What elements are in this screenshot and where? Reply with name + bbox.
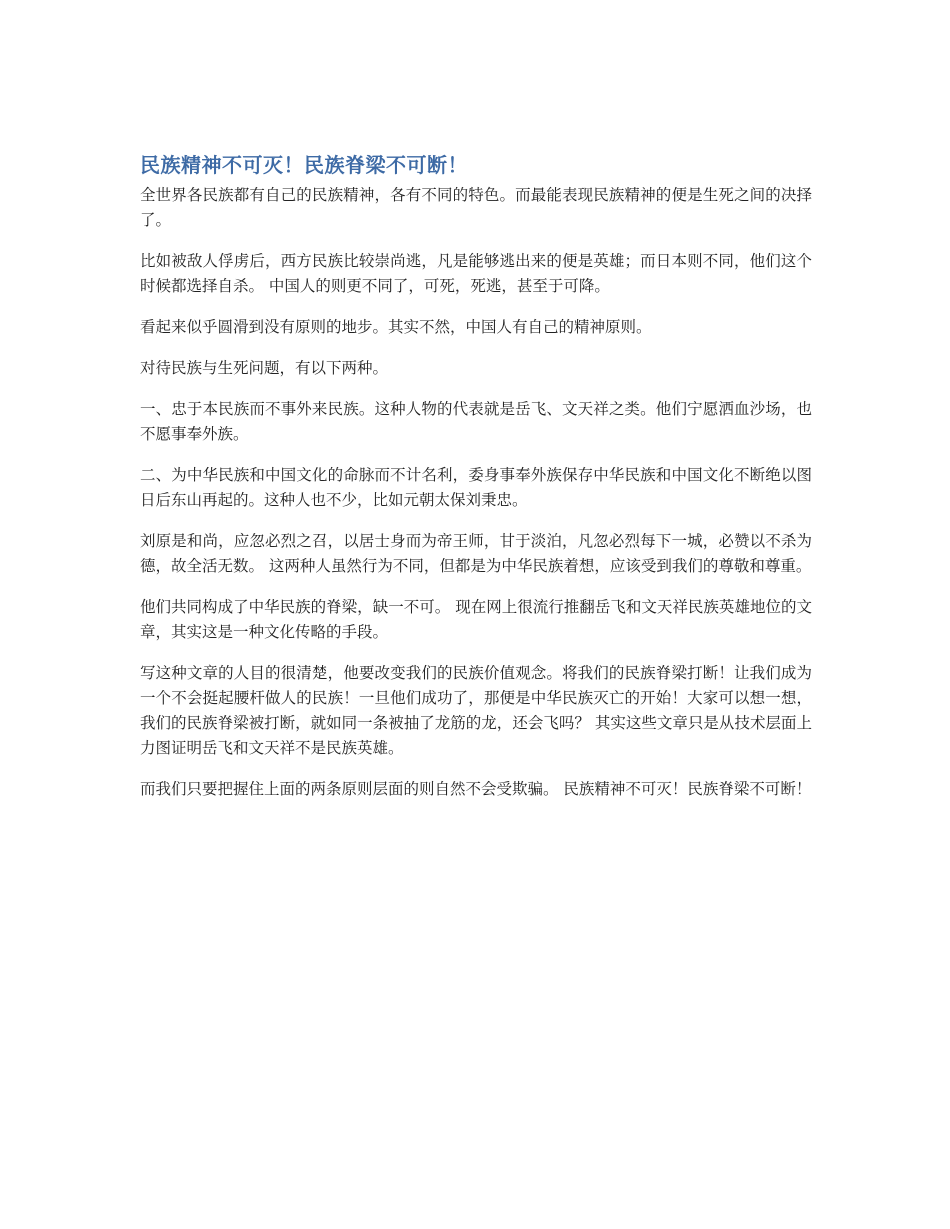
document-body — [140, 150, 812, 818]
paragraph-9: 写这种文章的人目的很清楚，他要改变我们的民族价值观念。将我们的民族脊梁打断！让我们成为一个不会挺起腰杆做人的民族！一旦他们成功了，那便是中华民族灭亡的开始！大家可以想一想，我们的民族脊梁被打断，就如同一条被抽了龙筋的龙，还会飞吗？ 其实这些文章只是从技术层面上力图证明岳飞和文天祥不是民族英雄。 — [140, 664, 812, 757]
paragraph-7: 刘原是和尚，应忽必烈之召，以居士身而为帝王师，甘于淡泊，凡忽必烈每下一城，必赞以不杀为德，故全活无数。 这两种人虽然行为不同，但都是为中华民族着想，应该受到我们的尊敬和尊重。 — [140, 532, 812, 575]
paragraph-5: 一、忠于本民族而不事外来民族。这种人物的代表就是岳飞、文天祥之类。他们宁愿洒血沙场，也不愿事奉外族。 — [140, 400, 812, 443]
paragraph-8: 他们共同构成了中华民族的脊梁，缺一不可。 现在网上很流行推翻岳飞和文天祥民族英雄地位的文章，其实这是一种文化传略的手段。 — [140, 598, 812, 641]
paragraph-1: 全世界各民族都有自己的民族精神，各有不同的特色。而最能表现民族精神的便是生死之间的决择了。 — [140, 186, 812, 229]
paragraph-10: 而我们只要把握住上面的两条原则层面的则自然不会受欺骗。 民族精神不可灭！民族脊梁不可断！ — [140, 780, 812, 798]
paragraph-4: 对待民族与生死问题，有以下两种。 — [140, 359, 389, 377]
paragraph-2: 比如被敌人俘虏后，西方民族比较崇尚逃，凡是能够逃出来的便是英雄；而日本则不同，他们这个时候都选择自杀。 中国人的则更不同了，可死，死逃，甚至于可降。 — [140, 252, 812, 295]
paragraph-6: 二、为中华民族和中国文化的命脉而不计名利，委身事奉外族保存中华民族和中国文化不断绝以图日后东山再起的。这种人也不少，比如元朝太保刘秉忠。 — [140, 466, 812, 509]
paragraph-3: 看起来似乎圆滑到没有原则的地步。其实不然，中国人有自己的精神原则。 — [140, 318, 652, 336]
document-title: 民族精神不可灭！民族脊梁不可断！ — [140, 153, 468, 177]
